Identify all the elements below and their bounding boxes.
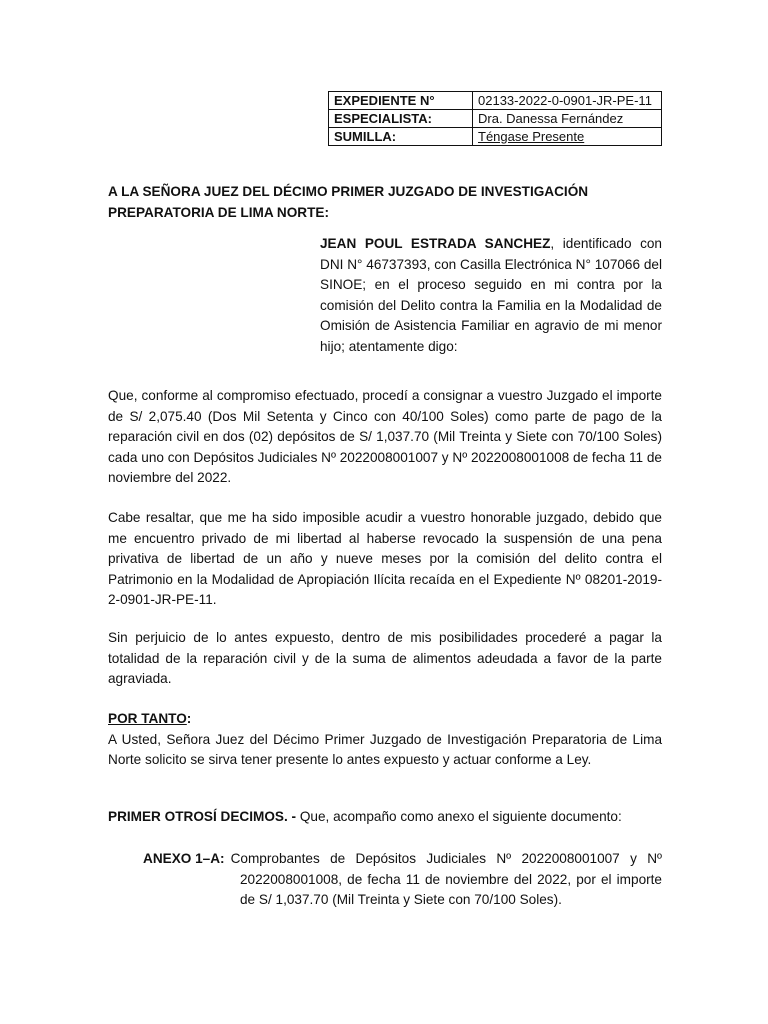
paragraph-3: Sin perjuicio de lo antes expuesto, dentro de mis posibilidades procederé a pagar la totalidad de la reparación civil y de la suma de alimentos adeudada a favor de la parte agraviada. bbox=[108, 630, 662, 687]
petitioner-name: JEAN POUL ESTRADA SANCHEZ bbox=[320, 236, 551, 251]
otrosi-section bbox=[108, 807, 662, 828]
por-tanto-heading bbox=[108, 709, 662, 730]
header-row-expediente bbox=[329, 92, 662, 110]
paragraph-2: Cabe resaltar, que me ha sido imposible acudir a vuestro honorable juzgado, debido que me encuentro privado de mi libertad al haberse revocado la suspensión de una pena privativa de libertad de un año y nueve meses por la comisión del delito contra el Patrimonio en la Modalidad de Apropiación Ilícita recaída en el Expediente Nº 08201-2019-2-0901-JR-PE-11. bbox=[108, 510, 662, 608]
header-row-especialista bbox=[329, 110, 662, 128]
petitioner-intro-text: , identificado con DNI N° 46737393, con Casilla Electrónica N° 107066 del SINOE; en el proceso seguido en mi contra por la comisión del Delito contra la Familia en la Modalidad de Omisión de Asistencia Familiar en agravio de mi menor hijo; atentamente digo: bbox=[320, 236, 662, 354]
por-tanto-text: A Usted, Señora Juez del Décimo Primer Juzgado de Investigación Preparatoria de Lima Norte solicito se sirva tener presente lo antes expuesto y actuar conforme a Ley. bbox=[108, 731, 662, 768]
header-value: Téngase Presente bbox=[478, 128, 585, 144]
header-value-cell bbox=[473, 128, 662, 146]
addressee-heading: A LA SEÑORA JUEZ DEL DÉCIMO PRIMER JUZGADO DE INVESTIGACIÓN PREPARATORIA DE LIMA NORTE: bbox=[108, 184, 589, 220]
paragraph-1: Que, conforme al compromiso efectuado, procedí a consignar a vuestro Juzgado el importe de S/ 2,075.40 (Dos Mil Setenta y Cinco con 40/100 Soles) como parte de pago de la reparación civil en dos (02) depósitos de S/ 1,037.70 (Mil Treinta y Siete con 70/100 Soles) cada uno con Depósitos Judiciales Nº 2022008001007 y Nº 2022008001008 de fecha 11 de noviembre del 2022. bbox=[108, 388, 662, 486]
header-label: EXPEDIENTE N° bbox=[329, 92, 473, 110]
header-label: ESPECIALISTA: bbox=[329, 110, 473, 128]
petitioner-intro bbox=[320, 234, 662, 358]
anexo-section bbox=[143, 849, 662, 911]
header-value: 02133-2022-0-0901-JR-PE-11 bbox=[473, 92, 662, 110]
por-tanto-section bbox=[108, 709, 662, 771]
header-label: SUMILLA: bbox=[329, 128, 473, 146]
por-tanto-colon: : bbox=[186, 711, 192, 726]
case-header-table bbox=[328, 91, 662, 146]
header-value: Dra. Danessa Fernández bbox=[473, 110, 662, 128]
por-tanto-label: POR TANTO bbox=[108, 711, 187, 726]
header-row-sumilla bbox=[329, 128, 662, 146]
anexo-first-line bbox=[143, 849, 662, 870]
otrosi-label: PRIMER OTROSÍ DECIMOS. - bbox=[108, 809, 297, 824]
anexo-label: ANEXO 1–A: bbox=[143, 851, 225, 866]
otrosi-text: Que, acompaño como anexo el siguiente documento: bbox=[296, 809, 622, 824]
anexo-text-rest: 2022008001008, de fecha 11 de noviembre del 2022, por el importe de S/ 1,037.70 (Mil Treinta y Siete con 70/100 Soles). bbox=[240, 871, 662, 908]
anexo-text-line1: Comprobantes de Depósitos Judiciales Nº 2022008001007 y Nº bbox=[230, 851, 662, 866]
